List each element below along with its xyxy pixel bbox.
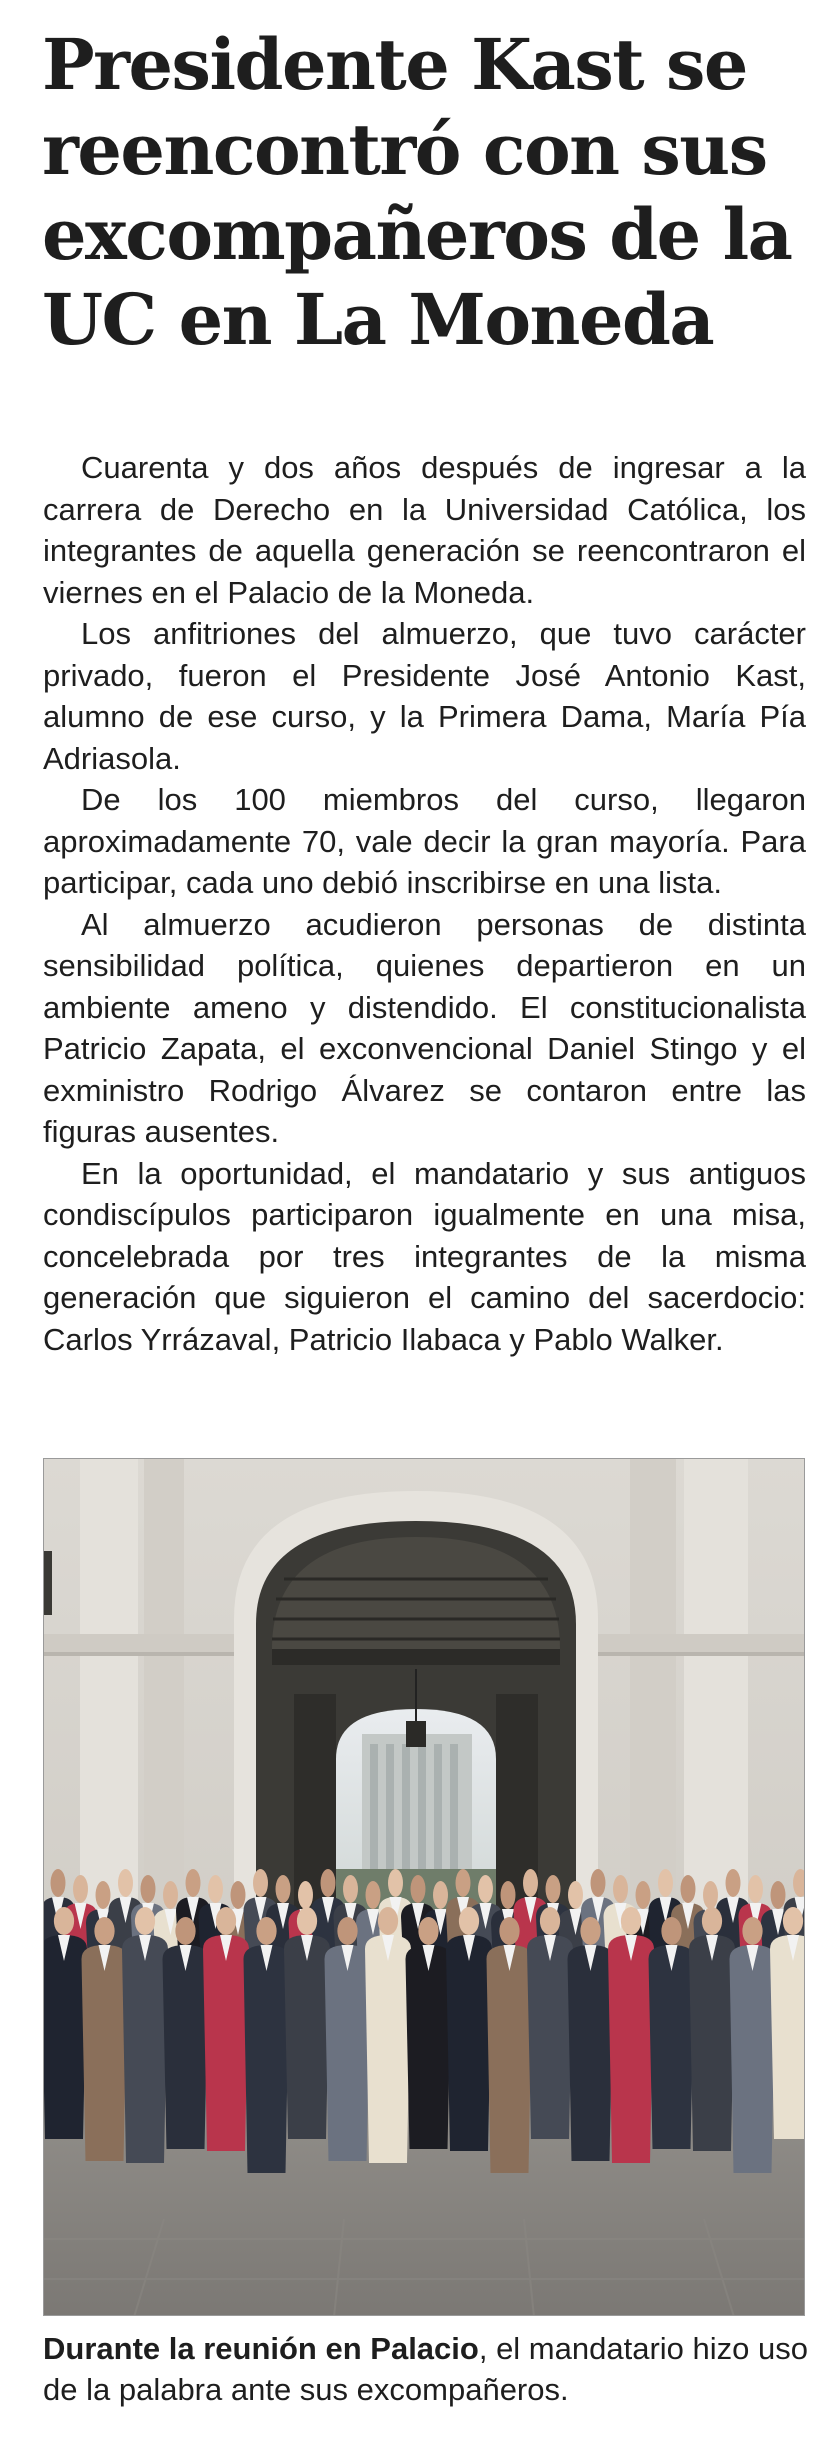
paragraph-2: Los anfitriones del almuerzo, que tuvo carácter privado, fueron el Presidente José Antonio Kast, alumno de ese curso, y la Primera Dama, María Pía Adriasola. (43, 616, 806, 776)
paragraph-4: Al almuerzo acudieron personas de distinta sensibilidad política, quienes departieron en un ambiente ameno y distendido. El constitucionalista Patricio Zapata, el exconvencional Daniel Stingo y el exministro Rodrigo Álvarez se contaron entre las figuras ausentes. (43, 906, 806, 1149)
caption-lead: Durante la reunión en Palacio (43, 2331, 479, 2366)
paragraph-5: En la oportunidad, el mandatario y sus antiguos condiscípulos participaron igualmente en una misa, concelebrada por tres integrantes de la misma generación que siguieron el camino del sacerdocio: Carlos Yrrázaval, Patricio Ilabaca y Pablo Walker. (43, 1155, 806, 1357)
headline: Presidente Kast se reencontró con sus excompañeros de la UC en La Moneda (42, 23, 792, 361)
paragraph-3: De los 100 miembros del curso, llegaron aproximadamente 70, vale decir la gran mayoría. Para participar, cada uno debió inscribirse en una lista. (43, 782, 806, 900)
la-moneda-photo-illustration (44, 1459, 805, 2316)
article-body (43, 447, 806, 1360)
group-photo (43, 1458, 805, 2316)
caption-text: , el mandatario hizo uso de la palabra ante sus excompañeros. (43, 2331, 808, 2407)
photo-caption (43, 2328, 813, 2410)
paragraph-1: Cuarenta y dos años después de ingresar a la carrera de Derecho en la Universidad Católica, los integrantes de aquella generación se reencontraron el viernes en el Palacio de la Moneda. (43, 450, 806, 610)
